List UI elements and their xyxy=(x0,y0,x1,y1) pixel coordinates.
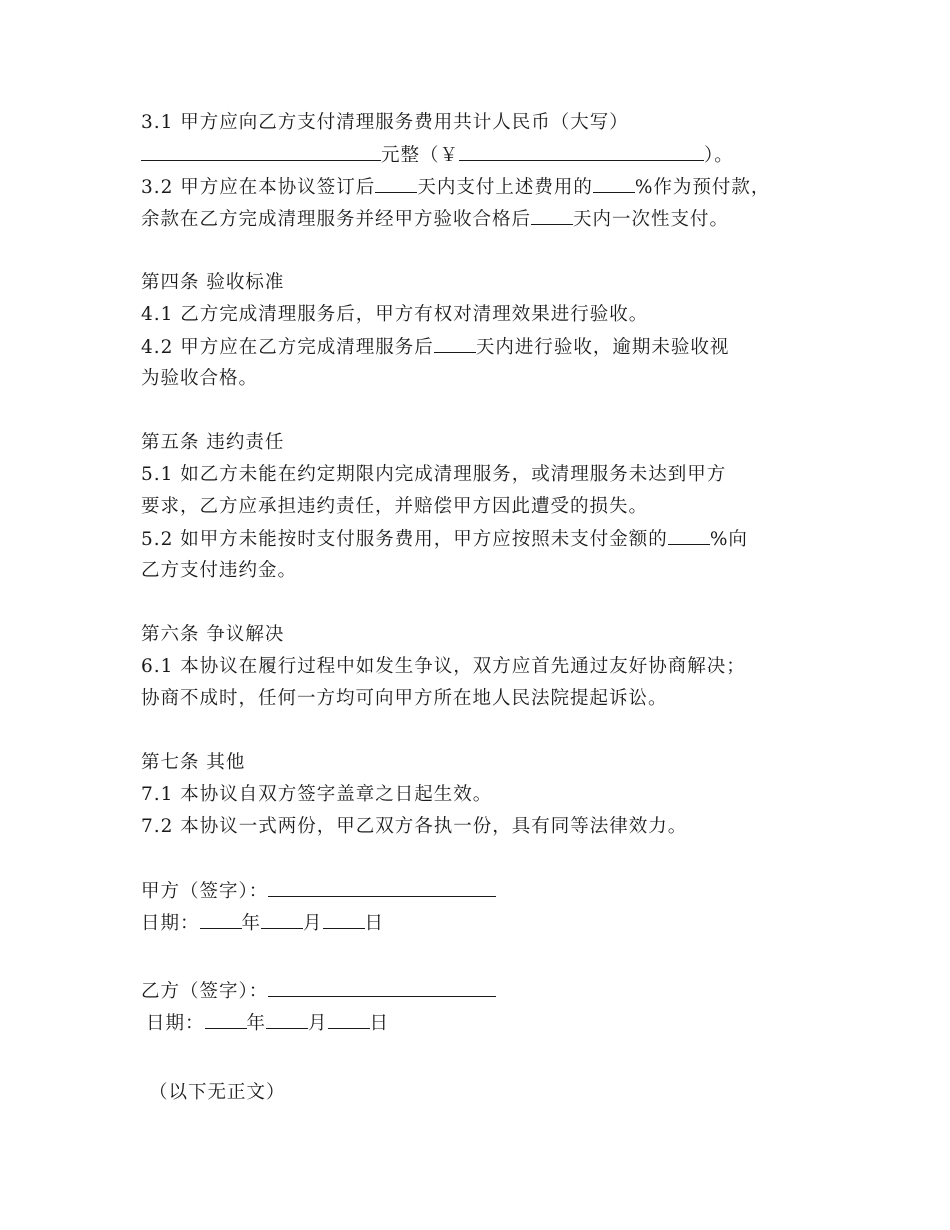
text-segment: 7.2 本协议一式两份，甲乙双方各执一份，具有同等法律效力。 xyxy=(141,816,688,837)
text-line xyxy=(141,526,748,553)
text-segment: 乙方（签字）： xyxy=(141,981,269,1002)
text-segment: 5.1 如乙方未能在约定期限内完成清理服务，或清理服务未达到甲方 xyxy=(141,464,727,485)
text-segment: 天内支付上述费用的 xyxy=(417,177,593,198)
text-segment: （以下无正文） xyxy=(149,1082,286,1103)
fill-in-blank[interactable] xyxy=(531,206,573,225)
text-segment: 余款在乙方完成清理服务并经甲方验收合格后 xyxy=(141,209,532,230)
fill-in-blank[interactable] xyxy=(668,526,710,545)
text-line xyxy=(141,686,668,712)
text-line xyxy=(146,1010,389,1037)
text-line xyxy=(141,814,687,840)
fill-in-blank[interactable] xyxy=(375,174,417,193)
text-segment: 第六条 争议解决 xyxy=(141,624,285,645)
text-line xyxy=(141,174,770,201)
text-segment: 5.2 如甲方未能按时支付服务费用，甲方应按照未支付金额的 xyxy=(141,529,668,550)
text-segment: 要求，乙方应承担违约责任，并赔偿甲方因此遭受的损失。 xyxy=(141,496,649,517)
text-segment: 第七条 其他 xyxy=(141,752,246,773)
text-line xyxy=(141,878,496,905)
text-line xyxy=(141,270,284,296)
text-line xyxy=(141,462,726,488)
text-segment: %向 xyxy=(709,529,748,550)
text-segment: 为验收合格。 xyxy=(141,368,259,389)
text-segment: 日 xyxy=(369,1013,390,1034)
fill-in-blank[interactable] xyxy=(205,1010,247,1029)
text-line xyxy=(141,142,734,169)
text-line xyxy=(141,334,729,361)
fill-in-blank[interactable] xyxy=(268,978,496,997)
text-line xyxy=(141,206,729,233)
text-line xyxy=(141,622,284,648)
fill-in-blank[interactable] xyxy=(328,1010,370,1029)
text-line xyxy=(141,110,629,136)
text-segment: ）。 xyxy=(704,145,734,166)
text-line xyxy=(141,910,384,937)
fill-in-blank[interactable] xyxy=(434,334,476,353)
text-line xyxy=(141,978,496,1005)
text-line xyxy=(141,302,648,328)
text-segment: 3.1 甲方应向乙方支付清理服务费用共计人民币（大写） xyxy=(141,112,629,133)
text-segment: 4.2 甲方应在乙方完成清理服务后 xyxy=(141,337,434,358)
text-segment: %作为预付款， xyxy=(634,177,771,198)
text-line xyxy=(141,750,245,776)
text-line xyxy=(141,494,648,520)
text-line xyxy=(141,782,492,808)
fill-in-blank[interactable] xyxy=(266,1010,308,1029)
text-segment: 日期： xyxy=(141,913,200,934)
text-segment: 乙方支付违约金。 xyxy=(141,560,298,581)
text-segment: 元整（￥ xyxy=(381,145,460,166)
text-line xyxy=(141,430,284,456)
text-segment: 年 xyxy=(246,1013,267,1034)
text-segment: 4.1 乙方完成清理服务后，甲方有权对清理效果进行验收。 xyxy=(141,304,649,325)
text-line xyxy=(141,558,297,584)
fill-in-blank[interactable] xyxy=(261,910,303,929)
fill-in-blank[interactable] xyxy=(141,142,381,161)
text-segment: 3.2 甲方应在本协议签订后 xyxy=(141,177,376,198)
fill-in-blank[interactable] xyxy=(593,174,635,193)
text-segment: 月 xyxy=(308,1013,328,1034)
text-segment: 7.1 本协议自双方签字盖章之日起生效。 xyxy=(141,784,493,805)
text-segment: 月 xyxy=(303,913,323,934)
text-segment: 6.1 本协议在履行过程中如发生争议，双方应首先通过友好协商解决； xyxy=(141,656,746,677)
text-segment: 甲方（签字）： xyxy=(141,881,269,902)
text-segment: 日 xyxy=(364,913,385,934)
text-segment: 第五条 违约责任 xyxy=(141,432,285,453)
text-segment: 协商不成时，任何一方均可向甲方所在地人民法院提起诉讼。 xyxy=(141,688,668,709)
text-line xyxy=(149,1080,286,1106)
text-segment: 天内一次性支付。 xyxy=(573,209,730,230)
text-segment: 第四条 验收标准 xyxy=(141,272,285,293)
fill-in-blank[interactable] xyxy=(459,142,704,161)
fill-in-blank[interactable] xyxy=(268,878,496,897)
text-line xyxy=(141,654,746,680)
text-segment: 日期： xyxy=(146,1013,205,1034)
text-segment: 年 xyxy=(241,913,262,934)
text-segment: 天内进行验收，逾期未验收视 xyxy=(475,337,730,358)
fill-in-blank[interactable] xyxy=(323,910,365,929)
fill-in-blank[interactable] xyxy=(200,910,242,929)
text-line xyxy=(141,366,258,392)
